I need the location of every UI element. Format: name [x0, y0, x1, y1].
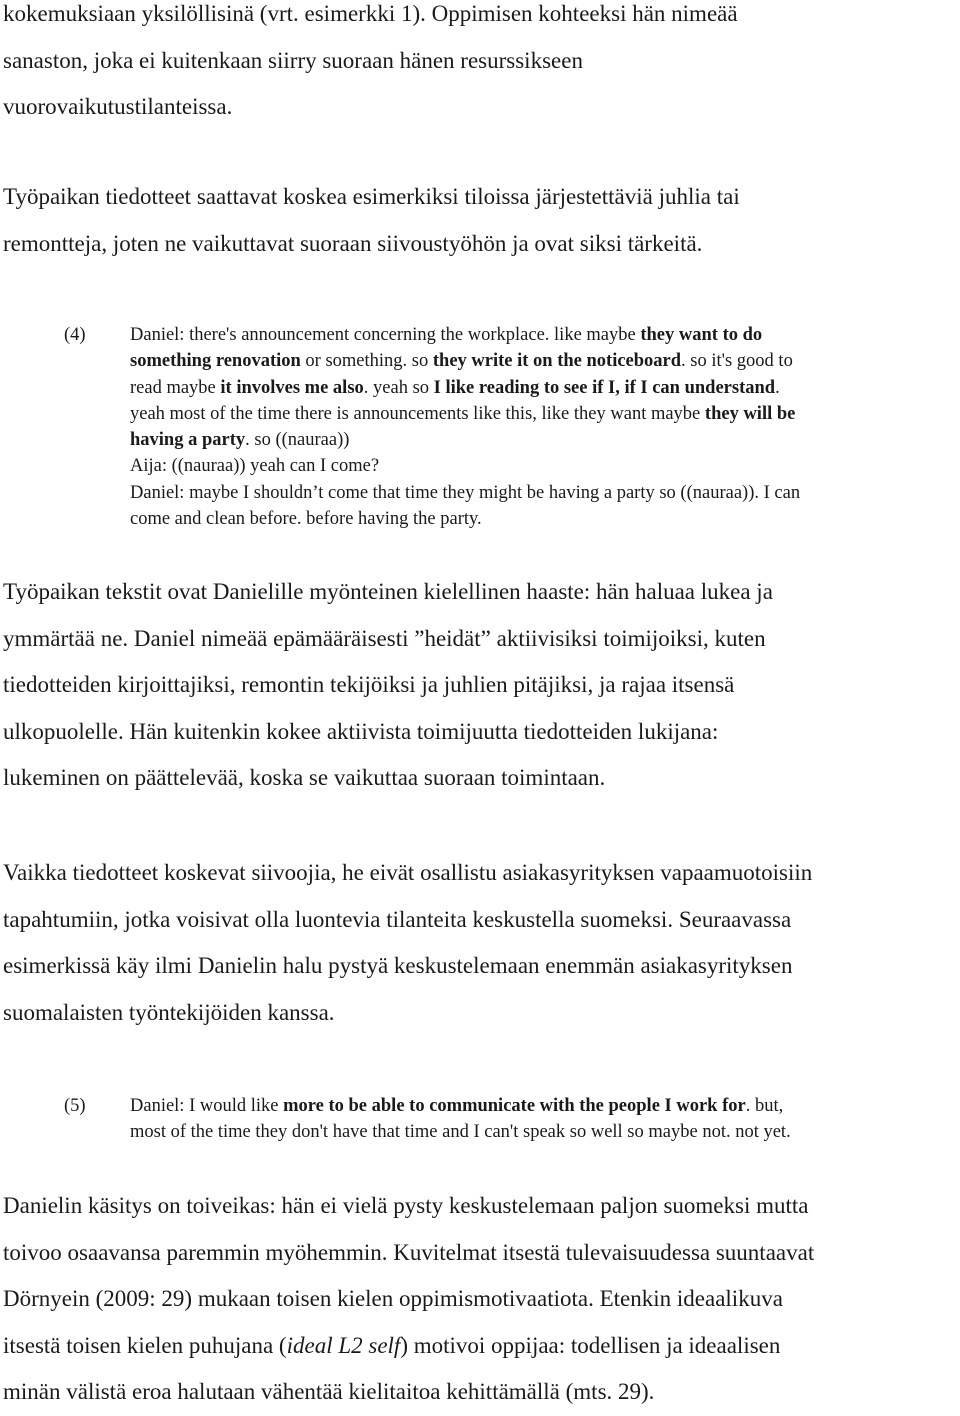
- text-line: Dörnyein (2009: 29) mukaan toisen kielen oppimismotivaatiota. Etenkin ideaalikuva: [3, 1286, 783, 1311]
- paragraph-ideal-self: [3, 1183, 958, 1416]
- text-line: ulkopuolelle. Hän kuitenkin kokee aktiivista toimijuutta tiedotteiden lukijana:: [3, 718, 719, 744]
- transcript-line: yeah most of the time there is announcements like this, like they want maybe they will be: [130, 403, 796, 424]
- text-line: lukeminen on päättelevää, koska se vaikuttaa suoraan toimintaan.: [3, 765, 606, 790]
- paragraph-workplace-texts: [3, 569, 958, 802]
- text-line: tiedotteiden kirjoittajiksi, remontin tekijöiksi ja juhlien pitäjiksi, ja rajaa itsensä: [3, 672, 735, 697]
- transcript-line: something renovation or something. so they write it on the noticeboard. so it's good to: [130, 351, 793, 372]
- transcript-line: having a party. so ((nauraa)): [130, 430, 350, 451]
- text-line: sanaston, joka ei kuitenkaan siirry suoraan hänen resurssikseen: [3, 47, 583, 73]
- transcript-line: Daniel: I would like more to be able to communicate with the people I work for. but,: [130, 1096, 784, 1116]
- transcript-line: most of the time they don't have that time and I can't speak so well so maybe not. not yet.: [130, 1122, 791, 1143]
- excerpt-transcript: [130, 322, 960, 532]
- transcript-line: read maybe it involves me also. yeah so I like reading to see if I, if I can understand.: [130, 377, 780, 398]
- transcript-line: Daniel: there's announcement concerning the workplace. like maybe they want to do: [130, 325, 763, 345]
- text-line: ymmärtää ne. Daniel nimeää epämääräisesti ”heidät” aktiivisiksi toimijoiksi, kuten: [3, 625, 766, 651]
- transcript-line: Aija: ((nauraa)) yeah can I come?: [130, 456, 380, 477]
- transcript-line: Daniel: maybe I shouldn’t come that time they might be having a party so ((nauraa)). I can: [130, 482, 801, 503]
- text-line: Työpaikan tiedotteet saattavat koskea esimerkiksi tiloissa järjestettäviä juhlia tai: [3, 184, 740, 209]
- text-line: remontteja, joten ne vaikuttavat suoraan siivoustyöhön ja ovat siksi tärkeitä.: [3, 230, 703, 256]
- paragraph-workplace-notices: [3, 174, 958, 267]
- text-line: Vaikka tiedotteet koskevat siivoojia, he eivät osallistu asiakasyrityksen vapaamuotoisiin: [3, 860, 813, 885]
- text-line: itsestä toisen kielen puhujana (ideal L2 self) motivoi oppijaa: todellisen ja ideaalisen: [3, 1332, 781, 1358]
- text-line: minän välistä eroa halutaan vähentää kielitaitoa kehittämällä (mts. 29).: [3, 1379, 655, 1404]
- text-line: kokemuksiaan yksilöllisinä (vrt. esimerkki 1). Oppimisen kohteeksi hän nimeää: [3, 1, 738, 26]
- excerpt-transcript: [130, 1093, 960, 1146]
- paragraph-events: [3, 850, 958, 1036]
- text-line: tapahtumiin, jotka voisivat olla luontevia tilanteita keskustella suomeksi. Seuraavassa: [3, 906, 792, 932]
- text-line: suomalaisten työntekijöiden kanssa.: [3, 999, 335, 1025]
- transcript-line: come and clean before. before having the party.: [130, 509, 482, 530]
- text-line: vuorovaikutustilanteissa.: [3, 94, 233, 119]
- paragraph-intro-continuation: [3, 0, 958, 131]
- text-line: Danielin käsitys on toiveikas: hän ei vielä pysty keskustelemaan paljon suomeksi mutta: [3, 1193, 809, 1218]
- italic-term: ideal L2 self: [286, 1332, 401, 1358]
- text-line: Työpaikan tekstit ovat Danielille myönteinen kielellinen haaste: hän haluaa lukea ja: [3, 579, 773, 604]
- text-line: esimerkissä käy ilmi Danielin halu pystyä keskustelemaan enemmän asiakasyrityksen: [3, 953, 793, 978]
- excerpt-number: (4): [64, 325, 86, 345]
- excerpt-number: (5): [64, 1096, 86, 1116]
- text-line: toivoo osaavansa paremmin myöhemmin. Kuvitelmat itsestä tulevaisuudessa suuntaavat: [3, 1239, 815, 1265]
